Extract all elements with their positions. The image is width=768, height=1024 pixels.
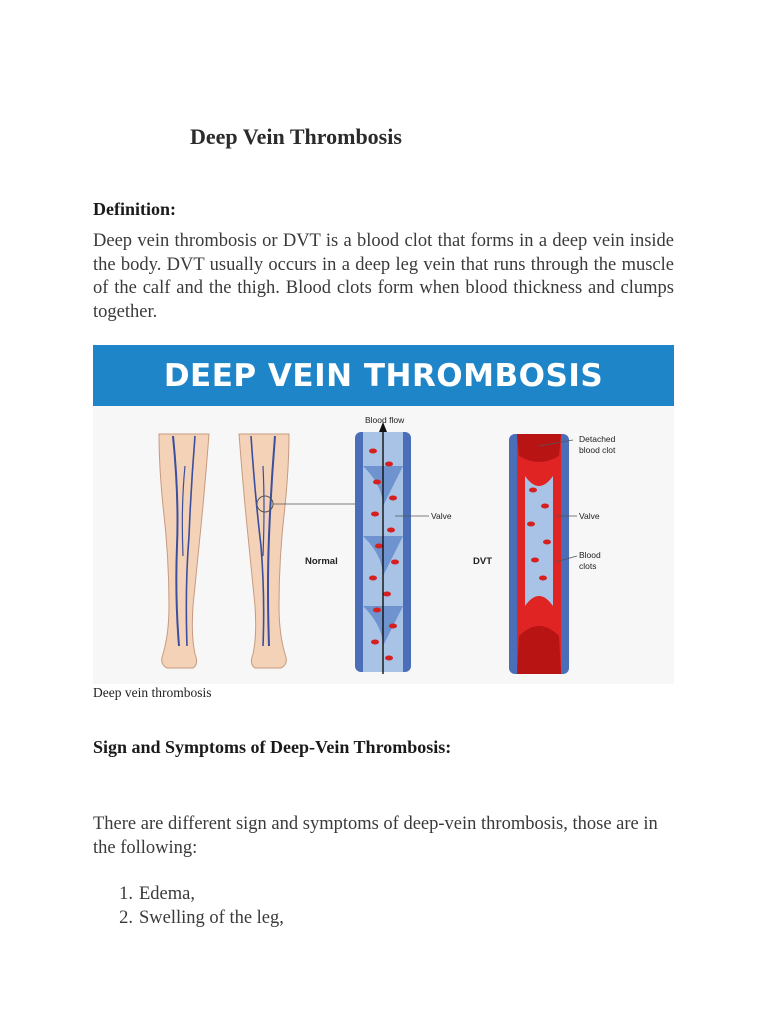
list-item-number: 2.: [119, 908, 133, 928]
label-blood-flow: Blood flow: [365, 415, 405, 425]
list-item-number: 1.: [119, 884, 133, 904]
symptoms-intro: There are different sign and symptoms of deep-vein thrombosis, those are in the following:: [93, 814, 658, 858]
symptoms-heading: Sign and Symptoms of Deep-Vein Thrombosis:: [93, 737, 452, 757]
list-item-text: Edema,: [139, 884, 195, 904]
figure-banner-text: DEEP VEIN THROMBOSIS: [163, 357, 604, 394]
symptoms-list: [93, 882, 284, 930]
document-title: Deep Vein Thrombosis: [190, 124, 402, 149]
definition-paragraph: Deep vein thrombosis or DVT is a blood clot that forms in a deep vein inside the body. DVT usually occurs in a deep leg vein that runs through the muscle of the calf and the thigh. Blood clots form when blood thickness and clumps together.: [93, 231, 674, 322]
figure-banner: [93, 345, 674, 406]
label-clots-line2: clots: [579, 561, 597, 571]
dvt-vein-illustration: [509, 434, 577, 674]
label-dvt: DVT: [473, 556, 492, 567]
list-item: [93, 882, 284, 906]
label-valve-normal: Valve: [431, 511, 452, 521]
list-item-text: Swelling of the leg,: [139, 908, 284, 928]
definition-heading: Definition:: [93, 199, 176, 219]
label-normal: Normal: [305, 556, 338, 567]
label-detached-line1: Detached: [579, 434, 616, 444]
dvt-figure: [93, 345, 674, 684]
label-valve-dvt: Valve: [579, 511, 600, 521]
label-clots-line1: Blood: [579, 550, 601, 560]
label-detached-line2: blood clot: [579, 445, 616, 455]
dvt-illustration: [93, 406, 674, 684]
list-item: [93, 906, 284, 930]
figure-caption: Deep vein thrombosis: [93, 685, 212, 700]
